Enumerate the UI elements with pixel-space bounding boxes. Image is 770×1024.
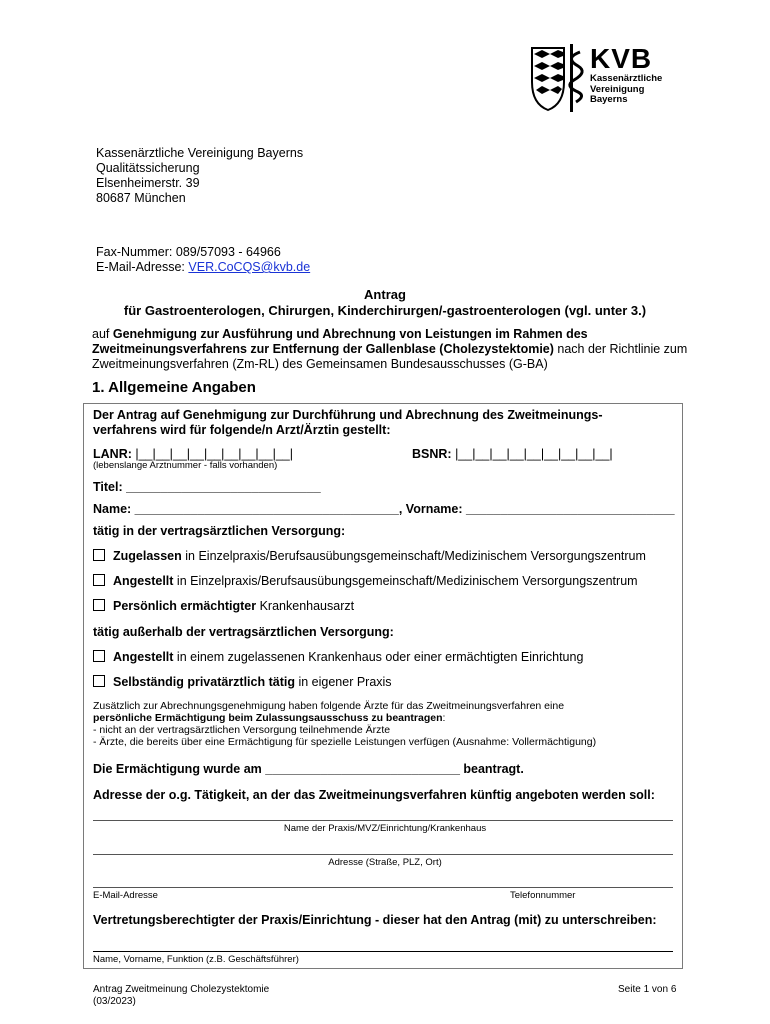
option-label: in eigener Praxis: [294, 675, 392, 689]
representative-line[interactable]: [93, 951, 673, 952]
address-line: Kassenärztliche Vereinigung Bayerns: [96, 146, 304, 160]
option-angestellt-krankenhaus[interactable]: [93, 650, 583, 665]
footer-doc-date: (03/2023): [93, 996, 136, 1007]
caption-praxis-name: Name der Praxis/MVZ/Einrichtung/Krankenhaus: [283, 823, 487, 834]
option-label-bold: Angestellt: [113, 650, 174, 664]
title-line2: für Gastroenterologen, Chirurgen, Kinderchirurgen/-gastroenterologen (vgl. unter 3.): [123, 303, 647, 318]
intro-bold: Genehmigung zur Ausführung und Abrechnung von Leistungen im Rahmen des Zweitmeinungsverfahrens zur Entfernung der Gallenblase (Cholezystektomie): [92, 327, 588, 356]
option-privataerztlich[interactable]: [93, 675, 392, 690]
option-label-bold: Persönlich ermächtigter: [113, 599, 257, 613]
note-colon: :: [442, 712, 446, 724]
email-link[interactable]: VER.CoCQS@kvb.de: [188, 260, 311, 274]
address-line: 80687 München: [96, 191, 186, 205]
recipient-address: [96, 146, 303, 206]
address-line: Elsenheimerstr. 39: [96, 176, 200, 190]
kvb-name-line3: Bayerns: [590, 94, 628, 105]
option-label-bold: Angestellt: [113, 574, 174, 588]
ermaechtigung-note: [93, 700, 673, 748]
form-lead-line1: Der Antrag auf Genehmigung zur Durchführung und Abrechnung des Zweitmeinungs-: [93, 408, 603, 422]
title-line1: Antrag: [364, 287, 406, 302]
bsnr-input[interactable]: |__|__|__|__|__|__|__|__|__|: [455, 447, 613, 461]
document-title: [0, 287, 770, 319]
caption-representative: Name, Vorname, Funktion (z.B. Geschäftsführer): [93, 954, 299, 965]
intro-suffix: nach der Richtlinie zum Zweitmeinungsverfahren (Zm-RL) des Gemeinsamen Bundesausschusses (G-BA): [92, 342, 688, 371]
kvb-emblem-icon: [530, 42, 590, 114]
option-label: in Einzelpraxis/Berufsausübungsgemeinschaft/Medizinischem Versorgungszentrum: [173, 574, 638, 588]
form-lead: [93, 408, 603, 438]
address-line: Qualitätssicherung: [96, 161, 200, 175]
section-heading: 1. Allgemeine Angaben: [92, 379, 256, 396]
checkbox[interactable]: [93, 650, 105, 662]
caption-email: E-Mail-Adresse: [93, 890, 158, 901]
intro-paragraph: [92, 327, 692, 372]
note-line: Zusätzlich zur Abrechnungsgenehmigung haben folgende Ärzte für das Zweitmeinungsverfahren eine: [93, 700, 565, 712]
checkbox[interactable]: [93, 574, 105, 586]
option-label-bold: Selbständig privatärztlich tätig: [113, 675, 295, 689]
email-phone-line[interactable]: [93, 887, 673, 888]
lanr-input[interactable]: |__|__|__|__|__|__|__|__|__|: [135, 447, 293, 461]
email-label: E-Mail-Adresse:: [96, 260, 189, 274]
bsnr-field[interactable]: [412, 447, 613, 462]
contact-info: [96, 245, 310, 275]
kvb-abbreviation: KVB: [590, 43, 653, 74]
form-lead-line2: verfahrens wird für folgende/n Arzt/Ärztin gestellt:: [93, 423, 391, 437]
footer-document-info: [93, 984, 269, 1008]
kvb-name-line2: Vereinigung: [590, 83, 645, 95]
footer-page-number: Seite 1 von 6: [618, 984, 677, 995]
option-angestellt[interactable]: [93, 574, 638, 589]
address-line-input[interactable]: [93, 854, 673, 855]
option-label: in Einzelpraxis/Berufsausübungsgemeinschaft/Medizinischem Versorgungszentrum: [181, 549, 646, 563]
kvb-logo-text: [590, 44, 662, 106]
titel-field[interactable]: Titel: ____________________________: [93, 480, 321, 494]
fax-number: Fax-Nummer: 089/57093 - 64966: [96, 245, 281, 259]
bsnr-label: BSNR:: [412, 447, 456, 461]
representative-heading: Vertretungsberechtigter der Praxis/Einrichtung - dieser hat den Antrag (mit) zu unterschreiben:: [93, 913, 657, 927]
footer-doc-name: Antrag Zweitmeinung Cholezystektomie: [93, 984, 270, 995]
option-ermaechtigt[interactable]: [93, 599, 354, 614]
caption-address: Adresse (Straße, PLZ, Ort): [328, 857, 442, 868]
option-label-bold: Zugelassen: [113, 549, 182, 563]
checkbox[interactable]: [93, 675, 105, 687]
ermaechtigung-date-field[interactable]: Die Ermächtigung wurde am ____________________________ beantragt.: [93, 762, 524, 776]
intro-prefix: auf: [92, 327, 113, 341]
name-field[interactable]: Name: ______________________________________, Vorname: ______________________________: [93, 502, 675, 516]
caption-phone: Telefonnummer: [510, 890, 576, 901]
kvb-name-line1: Kassenärztliche: [590, 73, 663, 84]
note-line: - Ärzte, die bereits über eine Ermächtigung für spezielle Leistungen verfügen (Ausnahme: Vollermächtigung): [93, 736, 597, 748]
note-bold: persönliche Ermächtigung beim Zulassungsausschuss zu beantragen: [93, 712, 443, 724]
outside-care-heading: tätig außerhalb der vertragsärztlichen Versorgung:: [93, 625, 394, 639]
checkbox[interactable]: [93, 549, 105, 561]
lanr-label: LANR:: [93, 447, 136, 461]
in-care-heading: tätig in der vertragsärztlichen Versorgung:: [93, 524, 346, 538]
checkbox[interactable]: [93, 599, 105, 611]
praxis-name-line[interactable]: [93, 820, 673, 821]
lanr-hint: (lebenslange Arztnummer - falls vorhanden): [93, 460, 278, 471]
note-line: [93, 712, 673, 724]
note-line: - nicht an der vertragsärztlichen Versorgung teilnehmende Ärzte: [93, 724, 391, 736]
option-label: in einem zugelassenen Krankenhaus oder einer ermächtigten Einrichtung: [173, 650, 584, 664]
option-zugelassen[interactable]: [93, 549, 646, 564]
email-row: [96, 260, 310, 275]
option-label: Krankenhausarzt: [256, 599, 355, 613]
address-heading: Adresse der o.g. Tätigkeit, an der das Zweitmeinungsverfahren künftig angeboten werden soll:: [93, 788, 655, 802]
